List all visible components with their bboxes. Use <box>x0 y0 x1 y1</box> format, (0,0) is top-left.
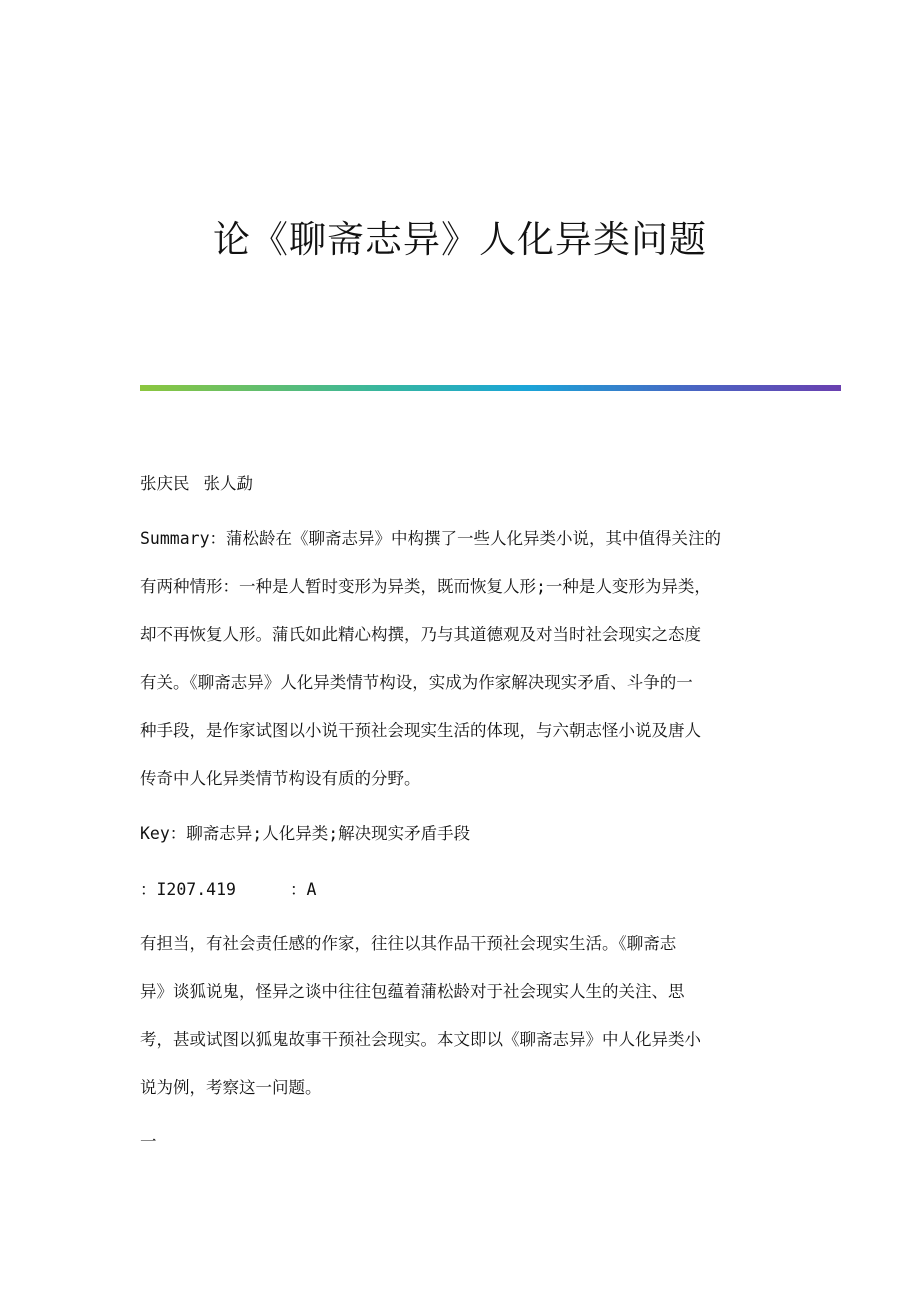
document-code: ：A <box>289 880 317 899</box>
summary-line: Summary：蒲松龄在《聊斋志异》中构撰了一些人化异类小说，其中值得关注的 <box>140 529 722 548</box>
author-line <box>140 460 790 508</box>
author-name: 张庆民 <box>140 474 190 493</box>
summary-line: 却不再恢复人形。蒲氏如此精心构撰，乃与其道德观及对当时社会现实之态度 <box>140 625 701 644</box>
intro-line: 说为例，考察这一问题。 <box>140 1078 322 1097</box>
intro-line: 有担当，有社会责任感的作家，往往以其作品干预社会现实生活。《聊斋志 <box>140 934 677 953</box>
intro-line: 异》谈狐说鬼，怪异之谈中往往包蕴着蒲松龄对于社会现实人生的关注、思 <box>140 982 685 1001</box>
clc-number: ：I207.419 <box>140 880 236 899</box>
summary-paragraph <box>140 515 790 803</box>
summary-line: 传奇中人化异类情节构设有质的分野。 <box>140 769 421 788</box>
keywords-line: Key：聊斋志异;人化异类;解决现实矛盾手段 <box>140 824 471 843</box>
intro-line: 考，甚或试图以狐鬼故事干预社会现实。本文即以《聊斋志异》中人化异类小 <box>140 1030 701 1049</box>
intro-paragraph <box>140 920 790 1112</box>
classification-line <box>140 866 790 914</box>
document-title: 论《聊斋志异》人化异类问题 <box>213 218 707 261</box>
author-name: 张人勐 <box>203 474 253 493</box>
summary-line: 种手段，是作家试图以小说干预社会现实生活的体现，与六朝志怪小说及唐人 <box>140 721 701 740</box>
section-number: 一 <box>140 1132 157 1151</box>
summary-line: 有两种情形：一种是人暂时变形为异类，既而恢复人形;一种是人变形为异类， <box>140 577 711 596</box>
title-divider <box>140 385 841 391</box>
summary-line: 有关。《聊斋志异》人化异类情节构设，实成为作家解决现实矛盾、斗争的一 <box>140 673 693 692</box>
